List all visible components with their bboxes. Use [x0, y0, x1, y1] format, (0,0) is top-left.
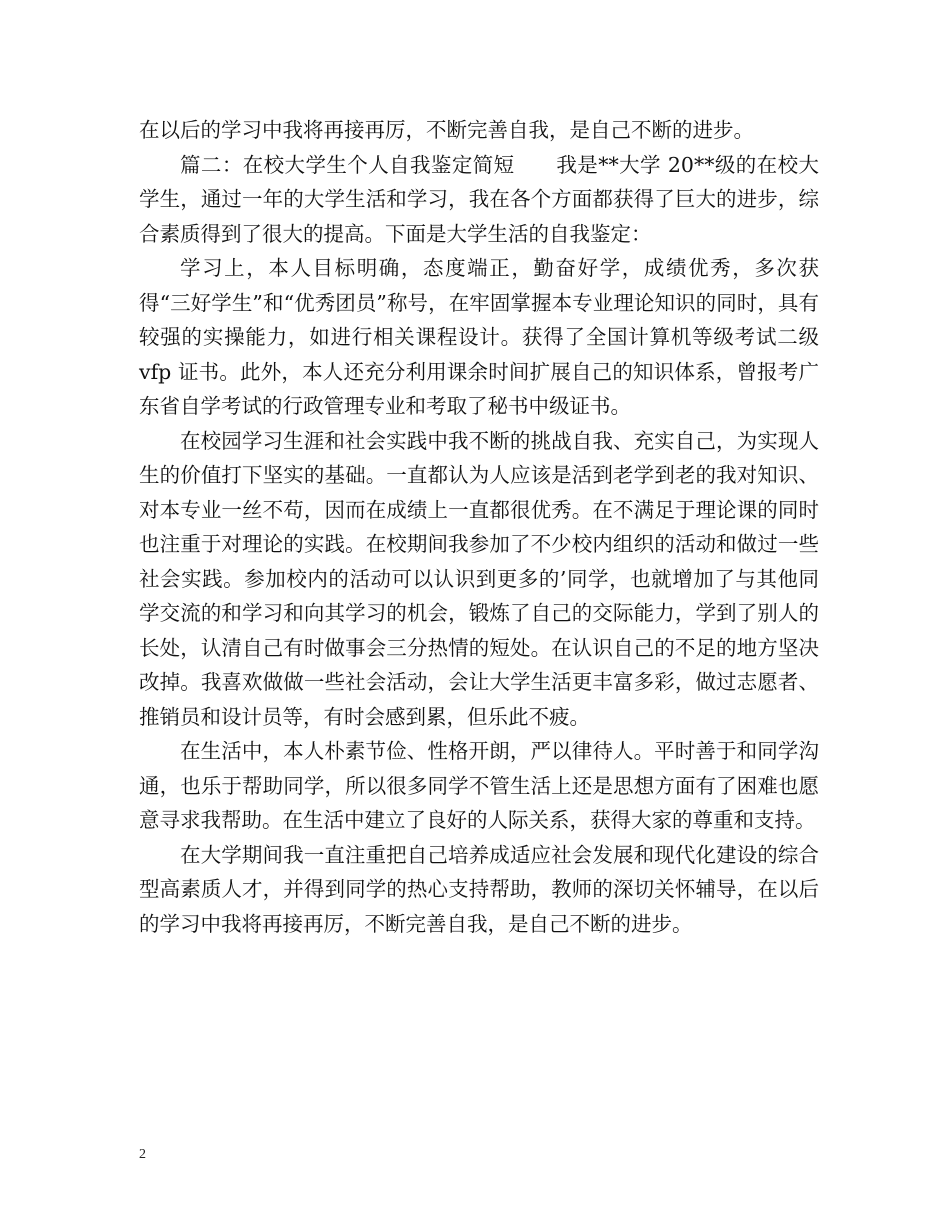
paragraph-continued: 在以后的学习中我将再接再厉，不断完善自我，是自己不断的进步。: [139, 118, 754, 142]
paragraph-practice: 在校园学习生涯和社会实践中我不断的挑战自我、充实自己，为实现人生的价值打下坚实的基础。一直都认为人应该是活到老学到老的我对知识、对本专业一丝不苟，因而在成绩上一直都很优秀。在不满足于理论课的同时也注重于对理论的实践。在校期间我参加了不少校内组织的活动和做过一些社会实践。参加校内的活动可以认识到更多的’同学，也就增加了与其他同学交流的和学习和向其学习的机会，锻炼了自己的交际能力，学到了别人的长处，认清自己有时做事会三分热情的短处。在认识自己的不足的地方坚决改掉。我喜欢做做一些社会活动，会让大学生活更丰富多彩，做过志愿者、推销员和设计员等，有时会感到累，但乐此不疲。: [139, 428, 819, 729]
paragraph-life: 在生活中，本人朴素节俭、性格开朗，严以律待人。平时善于和同学沟通，也乐于帮助同学，所以很多同学不管生活上还是思想方面有了困难也愿意寻求我帮助。在生活中建立了良好的人际关系，获得大家的尊重和支持。: [139, 739, 819, 832]
paragraph-essay-two-intro: 篇二：在校大学生个人自我鉴定简短 我是**大学 20**级的在校大学生，通过一年的大学生活和学习，我在各个方面都获得了巨大的进步，综合素质得到了很大的提高。下面是大学生活的自我鉴定：: [139, 152, 819, 246]
body-text: [139, 113, 819, 941]
paragraph-conclusion: 在大学期间我一直注重把自己培养成适应社会发展和现代化建设的综合型高素质人才，并得到同学的热心支持帮助，教师的深切关怀辅导，在以后的学习中我将再接再厉，不断完善自我，是自己不断的进步。: [139, 842, 819, 936]
paragraph-study: 学习上，本人目标明确，态度端正，勤奋好学，成绩优秀，多次获得“三好学生”和“优秀团员”称号，在牢固掌握本专业理论知识的同时，具有较强的实操能力，如进行相关课程设计。获得了全国计算机等级考试二级 vfp 证书。此外，本人还充分利用课余时间扩展自己的知识体系，曾报考广东省自学考试的行政管理专业和考取了秘书中级证书。: [139, 256, 819, 418]
page-number: 2: [139, 1147, 146, 1162]
